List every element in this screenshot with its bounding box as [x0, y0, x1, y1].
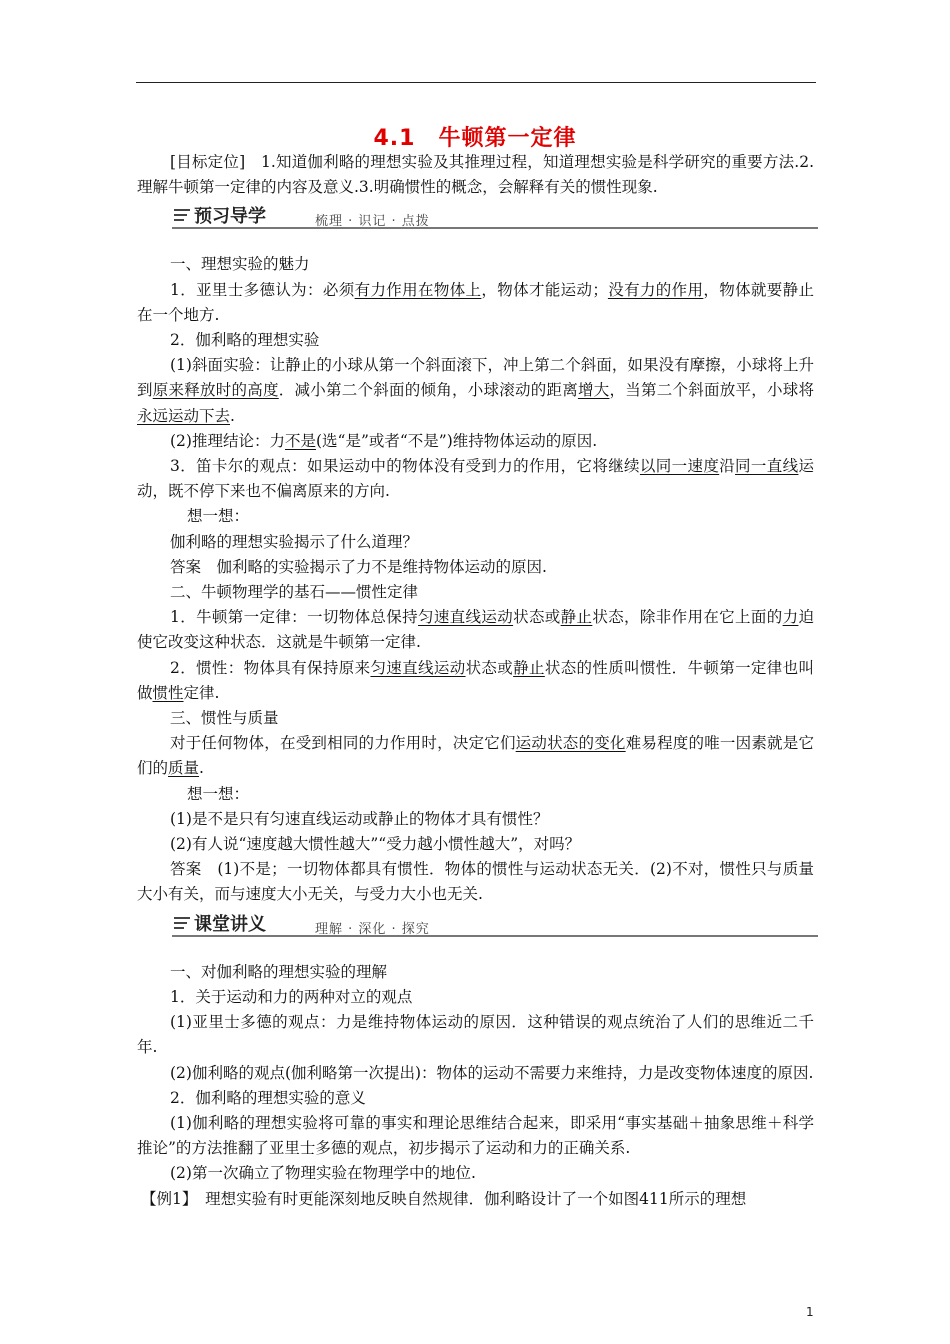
- question: (2)有人说“速度越大惯性越大”“受力越小惯性越大”，对吗？: [170, 835, 581, 854]
- answer-blank: 原来释放时的高度: [152, 381, 279, 400]
- stripes-icon: [174, 208, 190, 224]
- answer-blank: 匀速直线运动: [417, 608, 514, 627]
- answer-blank: 以同一速度: [639, 457, 720, 476]
- paragraph: 1．牛顿第一定律：一切物体总保持匀速直线运动状态或静止状态，除非作用在它上面的力迫使它改变这种状态．这就是牛顿第一定律.: [137, 608, 814, 652]
- header-rule: [136, 82, 816, 83]
- answer: 答案 伽利略的实验揭示了力不是维持物体运动的原因.: [170, 557, 547, 576]
- paragraph: 1．关于运动和力的两种对立的观点: [170, 987, 413, 1006]
- answer-blank: 惯性: [152, 683, 184, 702]
- answer-blank: 没有力的作用: [607, 280, 704, 299]
- paragraph: (2)伽利略的观点(伽利略第一次提出)：物体的运动不需要力来维持，力是改变物体速度的原因.: [170, 1063, 814, 1082]
- paragraph: 2．伽利略的理想实验: [170, 331, 320, 350]
- section-title: 课堂讲义: [194, 913, 266, 935]
- answer-blank: 不是: [284, 431, 316, 450]
- heading: 二、牛顿物理学的基石——惯性定律: [170, 583, 419, 602]
- answer-blank: 增大: [577, 381, 610, 400]
- answer: 答案 (1)不是；一切物体都具有惯性．物体的惯性与运动状态无关．(2)不对，惯性只与质量大小有关，而与速度大小无关，与受力大小也无关.: [137, 860, 814, 904]
- paragraph: 2．伽利略的理想实验的意义: [170, 1088, 366, 1107]
- section-rule: [172, 935, 818, 937]
- section-banner-lecture: [172, 908, 818, 948]
- paragraph: 对于任何物体，在受到相同的力作用时，决定它们运动状态的变化难易程度的唯一因素就是它们的质量.: [137, 734, 814, 778]
- answer-blank: 运动状态的变化: [515, 734, 626, 753]
- answer-blank: 匀速直线运动: [370, 658, 466, 677]
- example-label: 【例1】: [141, 1189, 190, 1208]
- paragraph: 3．笛卡尔的观点：如果运动中的物体没有受到力的作用，它将继续以同一速度沿同一直线运动，既不停下来也不偏离原来的方向.: [137, 457, 814, 501]
- question: (1)是不是只有匀速直线运动或静止的物体才具有惯性？: [170, 809, 549, 828]
- think-label: 想一想：: [187, 784, 250, 803]
- question: 伽利略的理想实验揭示了什么道理？: [170, 532, 419, 551]
- section-rule: [172, 227, 818, 229]
- paragraph: (2)推理结论：力不是(选“是”或者“不是”)维持物体运动的原因.: [170, 431, 598, 450]
- heading: 三、惯性与质量: [170, 709, 279, 728]
- paragraph: (1)亚里士多德的观点：力是维持物体运动的原因．这种错误的观点统治了人们的思维近二千年.: [137, 1013, 814, 1057]
- section-title: 预习导学: [194, 206, 266, 228]
- paragraph: (1)伽利略的理想实验将可靠的事实和理论思维结合起来，即采用“事实基础＋抽象思维＋科学推论”的方法推翻了亚里士多德的观点，初步揭示了运动和力的正确关系.: [137, 1113, 814, 1158]
- page-number: 1: [806, 1305, 814, 1319]
- answer-blank: 永远运动下去: [137, 406, 231, 425]
- answer-blank: 静止: [513, 658, 545, 677]
- example: 【例1】 理想实验有时更能深刻地反映自然规律．伽利略设计了一个如图411所示的理想: [141, 1189, 747, 1208]
- answer-blank: 力: [782, 608, 799, 627]
- stripes-icon: [174, 916, 190, 932]
- answer-blank: 有力作用在物体上: [354, 280, 482, 299]
- paragraph: 1．亚里士多德认为：必须有力作用在物体上，物体才能运动；没有力的作用，物体就要静止在一个地方.: [137, 280, 814, 324]
- page-title: 4.1 牛顿第一定律: [373, 126, 577, 151]
- heading: 一、理想实验的魅力: [170, 255, 310, 274]
- heading: 一、对伽利略的理想实验的理解: [170, 962, 388, 981]
- section-banner-preview: [172, 200, 818, 240]
- paragraph: 2．惯性：物体具有保持原来匀速直线运动状态或静止状态的性质叫惯性．牛顿第一定律也叫做惯性定律.: [137, 658, 814, 702]
- answer-blank: 质量: [168, 759, 200, 778]
- paragraph: (1)斜面实验：让静止的小球从第一个斜面滚下，冲上第二个斜面，如果没有摩擦，小球将上升到原来释放时的高度．减小第二个斜面的倾角，小球滚动的距离增大，当第二个斜面放平，小球将永远运动下去.: [137, 356, 814, 425]
- answer-blank: 同一直线: [735, 457, 799, 476]
- think-label: 想一想：: [187, 507, 250, 526]
- answer-blank: 静止: [560, 608, 593, 627]
- section-subtitle: 理解 · 深化 · 探究: [315, 921, 430, 937]
- document-body: [137, 150, 814, 1212]
- paragraph: (2)第一次确立了物理实验在物理学中的地位.: [170, 1164, 476, 1183]
- learning-objectives: [目标定位] 1.知道伽利略的理想实验及其推理过程，知道理想实验是科学研究的重要方法.2.理解牛顿第一定律的内容及意义.3.明确惯性的概念，会解释有关的惯性现象.: [137, 153, 814, 197]
- section-subtitle: 梳理 · 识记 · 点拨: [315, 214, 430, 230]
